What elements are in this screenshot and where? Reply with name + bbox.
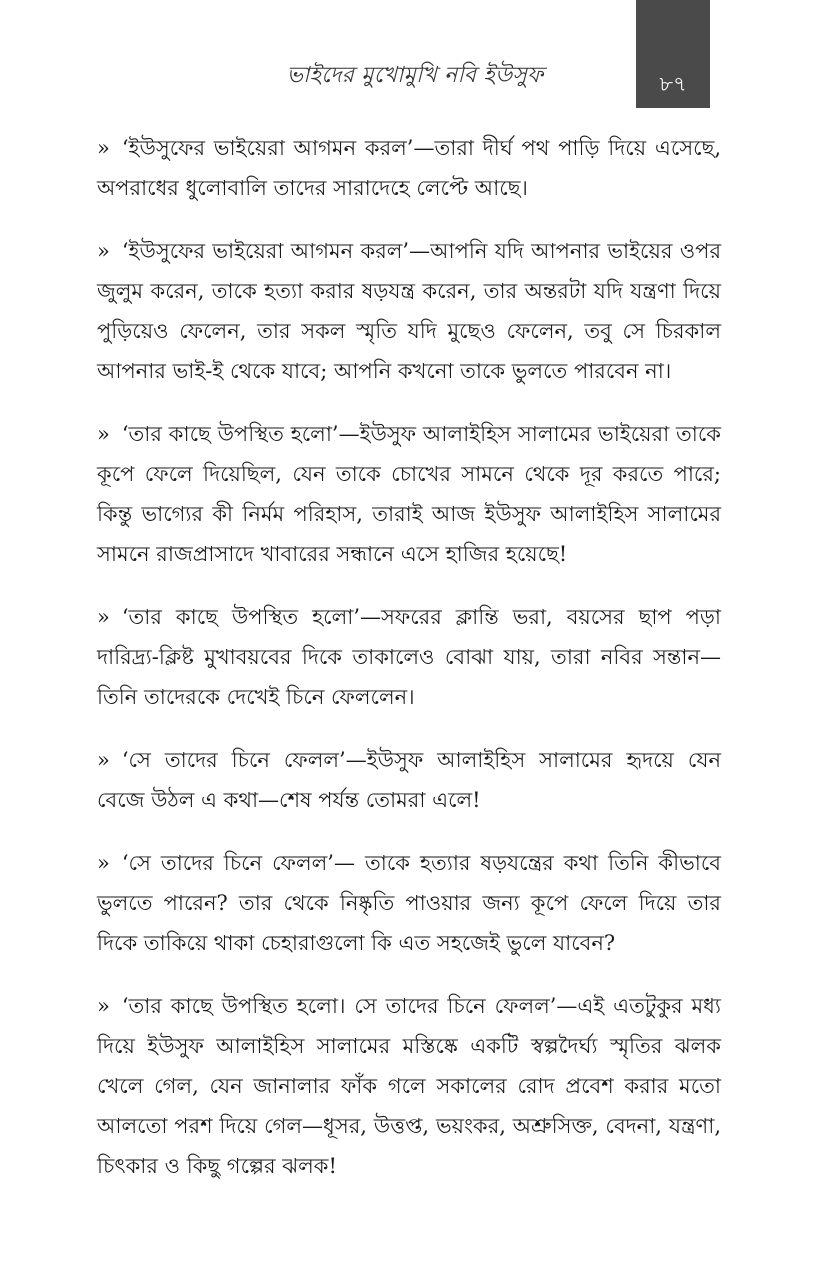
paragraph-text: ‘তার কাছে উপস্থিত হলো। সে তাদের চিনে ফেলল’—এই এতটুকুর মধ্য দিয়ে ইউসুফ আলাইহিস সালামের মস্তিষ্কে একটি স্বল্পদৈর্ঘ্য স্মৃতির ঝলক খেলে গেল, যেন জানালার ফাঁক গলে সকালের রোদ প্রবেশ করার মতো আলতো পরশ দিয়ে গেল—ধূসর, উত্তপ্ত, ভয়ংকর, অশ্রুসিক্ত, বেদনা, যন্ত্রণা, চিৎকার ও কিছু গল্পের ঝলক!: [97, 994, 721, 1178]
page-number-tab: [636, 0, 710, 108]
paragraph-text: ‘তার কাছে উপস্থিত হলো’—সফরের ক্লান্তি ভরা, বয়সের ছাপ পড়া দারিদ্র্য-ক্লিষ্ট মুখাবয়বের দিকে তাকালেও বোঝা যায়, তারা নবির সন্তান—তিনি তাদেরকে দেখেই চিনে ফেললেন।: [97, 605, 721, 709]
paragraph: [97, 843, 721, 963]
paragraph-text: ‘ইউসুফের ভাইয়েরা আগমন করল’—তারা দীর্ঘ পথ পাড়ি দিয়ে এসেছে, অপরাধের ধুলোবালি তাদের সারাদেহে লেপ্টে আছে।: [97, 136, 721, 200]
paragraph: [97, 597, 721, 717]
running-header-title: ভাইদের মুখোমুখি নবি ইউসুফ: [286, 63, 544, 88]
paragraph-text: ‘সে তাদের চিনে ফেলল’—ইউসুফ আলাইহিস সালামের হৃদয়ে যেন বেজে উঠল এ কথা—শেষ পর্যন্ত তোমরা এলে!: [97, 748, 721, 812]
body-text: [97, 128, 721, 1209]
paragraph: [97, 740, 721, 820]
bullet-marker: »: [97, 748, 110, 772]
bullet-marker: »: [97, 136, 110, 160]
paragraph-text: ‘সে তাদের চিনে ফেলল’— তাকে হত্যার ষড়যন্ত্রের কথা তিনি কীভাবে ভুলতে পারেন? তার থেকে নিষ্কৃতি পাওয়ার জন্য কূপে ফেলে দিয়ে তার দিকে তাকিয়ে থাকা চেহারাগুলো কি এত সহজেই ভুলে যাবেন?: [97, 851, 721, 955]
bullet-marker: »: [97, 605, 110, 629]
bullet-marker: »: [97, 851, 110, 875]
paragraph: [97, 128, 721, 208]
paragraph-text: ‘ইউসুফের ভাইয়েরা আগমন করল’—আপনি যদি আপনার ভাইয়ের ওপর জুলুম করেন, তাকে হত্যা করার ষড়যন্ত্র করেন, তার অন্তরটা যদি যন্ত্রণা দিয়ে পুড়িয়েও ফেলেন, তার সকল স্মৃতি যদি মুছেও ফেলেন, তবু সে চিরকাল আপনার ভাই-ই থেকে যাবে; আপনি কখনো তাকে ভুলতে পারবেন না।: [97, 239, 721, 383]
bullet-marker: »: [97, 994, 110, 1018]
paragraph: [97, 414, 721, 574]
paragraph-text: ‘তার কাছে উপস্থিত হলো’—ইউসুফ আলাইহিস সালামের ভাইয়েরা তাকে কূপে ফেলে দিয়েছিল, যেন তাকে চোখের সামনে থেকে দূর করতে পারে; কিন্তু ভাগ্যের কী নির্মম পরিহাস, তারাই আজ ইউসুফ আলাইহিস সালামের সামনে রাজপ্রাসাদে খাবারের সন্ধানে এসে হাজির হয়েছে!: [97, 422, 721, 566]
paragraph: [97, 231, 721, 391]
bullet-marker: »: [97, 422, 110, 446]
bullet-marker: »: [97, 239, 110, 263]
page-number: ৮৭: [659, 72, 687, 96]
paragraph: [97, 986, 721, 1186]
